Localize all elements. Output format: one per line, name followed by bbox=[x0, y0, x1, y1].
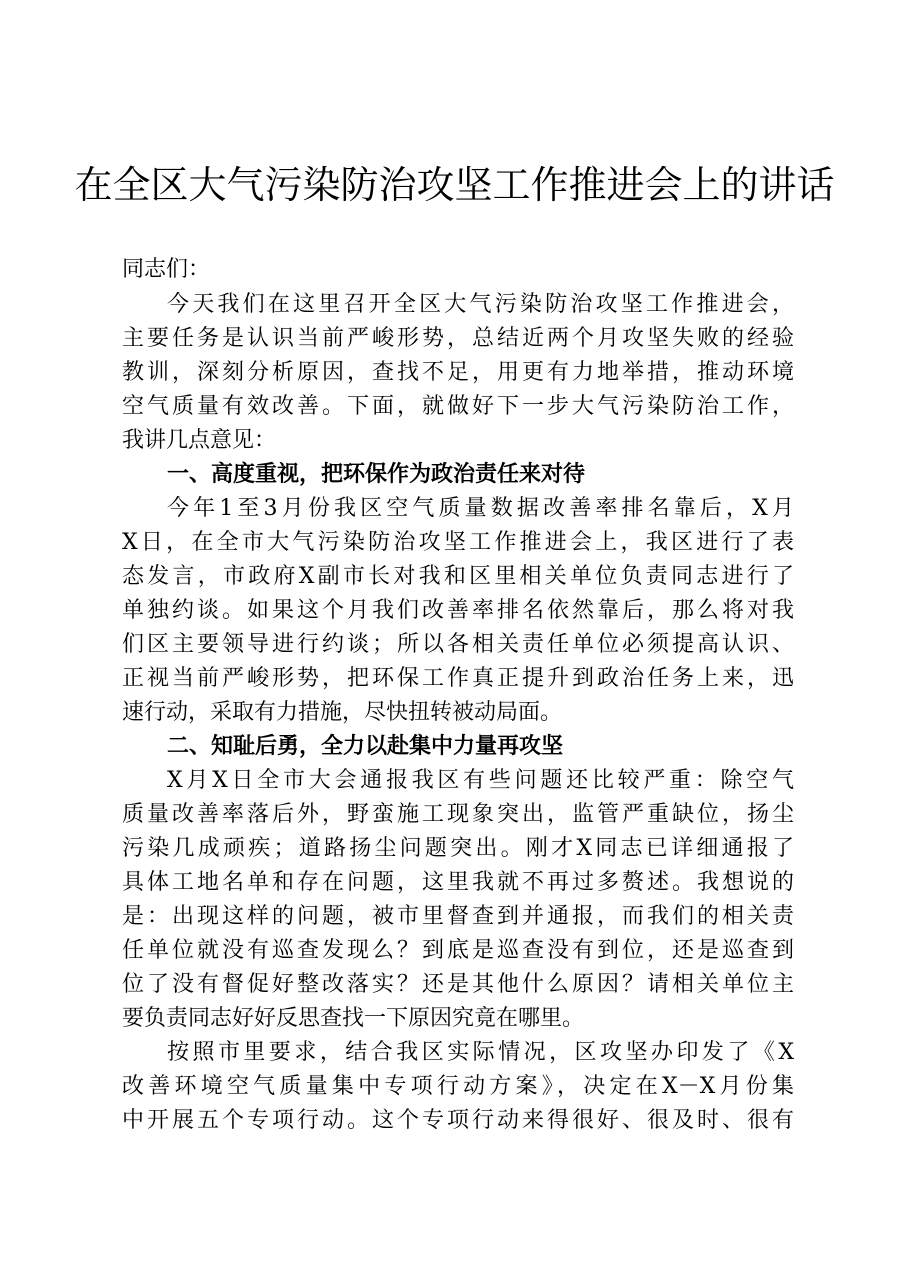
paragraph-line: 速行动，采取有力措施，尽快扭转被动局面。 bbox=[122, 700, 563, 725]
section-heading-1: 一、高度重视，把环保作为政治责任来对待 bbox=[167, 462, 586, 487]
paragraph-line: 要负责同志好好反思查找一下原因究竟在哪里。 bbox=[122, 1006, 585, 1031]
paragraph-line: 任单位就没有巡查发现么？到底是巡查没有到位，还是巡查到 bbox=[122, 938, 794, 963]
section-2-paragraph bbox=[122, 764, 794, 1036]
paragraph-line: 按照市里要求，结合我区实际情况，区攻坚办印发了《X bbox=[167, 1040, 794, 1065]
paragraph-line: 中开展五个专项行动。这个专项行动来得很好、很及时、很有 bbox=[122, 1108, 794, 1133]
paragraph-line: 空气质量有效改善。下面，就做好下一步大气污染防治工作， bbox=[122, 394, 794, 419]
paragraph-line: 污染几成顽疾；道路扬尘问题突出。刚才X同志已详细通报了 bbox=[122, 836, 794, 861]
paragraph-line: 是：出现这样的问题，被市里督查到并通报，而我们的相关责 bbox=[122, 904, 794, 929]
paragraph-line: 位了没有督促好整改落实？还是其他什么原因？请相关单位主 bbox=[122, 972, 794, 997]
paragraph-line: 教训，深刻分析原因，查找不足，用更有力地举措，推动环境 bbox=[122, 360, 794, 385]
paragraph-line: 态发言，市政府X副市长对我和区里相关单位负责同志进行了 bbox=[122, 564, 794, 589]
paragraph-line: 具体工地名单和存在问题，这里我就不再过多赘述。我想说的 bbox=[122, 870, 794, 895]
paragraph-line: X月X日全市大会通报我区有些问题还比较严重：除空气 bbox=[167, 768, 794, 793]
paragraph-line: 主要任务是认识当前严峻形势，总结近两个月攻坚失败的经验 bbox=[122, 326, 794, 351]
paragraph-line: 我讲几点意见： bbox=[122, 428, 277, 453]
paragraph-line: 今天我们在这里召开全区大气污染防治攻坚工作推进会， bbox=[167, 292, 794, 317]
section-heading-2: 二、知耻后勇，全力以赴集中力量再攻坚 bbox=[167, 734, 564, 759]
intro-paragraph bbox=[122, 288, 794, 458]
paragraph-line: 单独约谈。如果这个月我们改善率排名依然靠后，那么将对我 bbox=[122, 598, 794, 623]
section-1-paragraph bbox=[122, 492, 794, 730]
paragraph-line: 正视当前严峻形势，把环保工作真正提升到政治任务上来，迅 bbox=[122, 666, 794, 691]
greeting: 同志们： bbox=[122, 257, 211, 282]
paragraph-line: X日，在全市大气污染防治攻坚工作推进会上，我区进行了表 bbox=[122, 530, 794, 555]
section-2-paragraph-2 bbox=[122, 1036, 794, 1138]
paragraph-line: 们区主要领导进行约谈；所以各相关责任单位必须提高认识、 bbox=[122, 632, 794, 657]
paragraph-line: 质量改善率落后外，野蛮施工现象突出，监管严重缺位，扬尘 bbox=[122, 802, 794, 827]
paragraph-line: 改善环境空气质量集中专项行动方案》，决定在X－X月份集 bbox=[122, 1074, 794, 1099]
document-title: 在全区大气污染防治攻坚工作推进会上的讲话 bbox=[74, 163, 835, 207]
document-body bbox=[122, 252, 794, 1138]
paragraph-line: 今年1至3月份我区空气质量数据改善率排名靠后，X月 bbox=[167, 496, 794, 521]
